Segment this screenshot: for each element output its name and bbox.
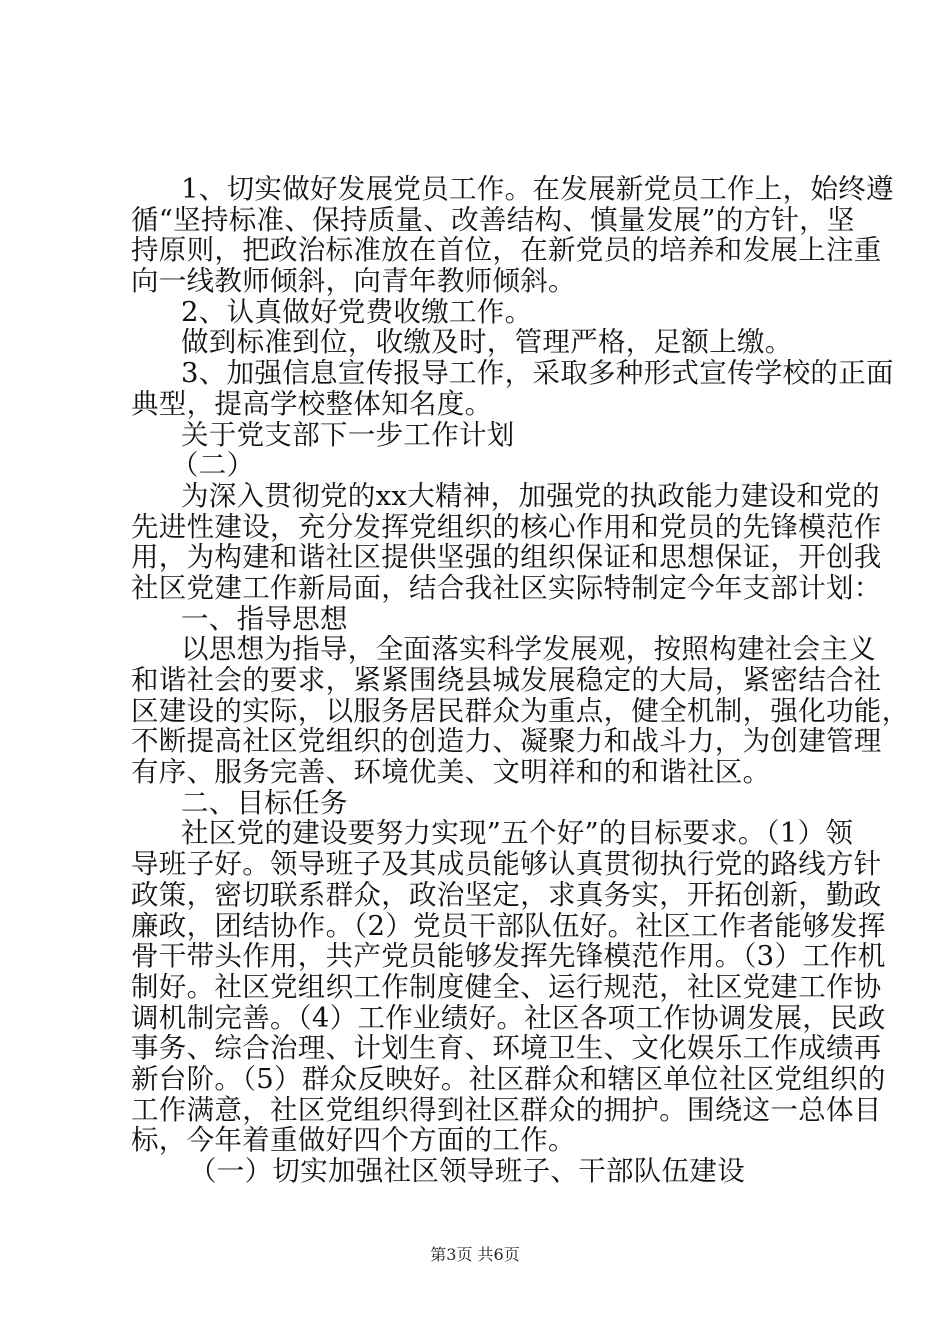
section-heading: （一）切实加强社区领导班子、干部队伍建设 [189, 1155, 745, 1187]
paragraph-line: 社区党建工作新局面，结合我社区实际特制定今年支部计划： [131, 571, 882, 604]
section-heading: 关于党支部下一步工作计划 [181, 418, 515, 451]
paragraph-line: 不断提高社区党组织的创造力、凝聚力和战斗力，为创建管理 [131, 725, 882, 758]
paragraph-line: 以思想为指导，全面落实科学发展观，按照构建社会主义 [181, 633, 876, 666]
section-number: （二） [171, 449, 255, 482]
paragraph-line: 制好。社区党组织工作制度健全、运行规范，社区党建工作协 [131, 970, 882, 1003]
paragraph-line: 2、认真做好党费收缴工作。 [181, 295, 533, 328]
paragraph-line: 典型，提高学校整体知名度。 [131, 387, 493, 420]
paragraph-line: 骨干带头作用，共产党员能够发挥先锋模范作用。（3）工作机 [131, 940, 886, 973]
paragraph-line: 先进性建设，充分发挥党组织的核心作用和党员的先锋模范作 [131, 510, 882, 543]
paragraph-line: 事务、综合治理、计划生育、环境卫生、文化娱乐工作成绩再 [131, 1032, 882, 1065]
paragraph-line: 循“坚持标准、保持质量、改善结构、慎量发展”的方针，坚 [131, 203, 855, 236]
paragraph-line: 工作满意，社区党组织得到社区群众的拥护。围绕这一总体目 [131, 1093, 882, 1126]
paragraph-line: 新台阶。（5）群众反映好。社区群众和辖区单位社区党组织的 [131, 1062, 886, 1095]
paragraph-line: 和谐社会的要求，紧紧围绕县城发展稳定的大局，紧密结合社 [131, 664, 882, 696]
section-heading: 二、目标任务 [181, 786, 348, 819]
section-heading: 一、指导思想 [181, 602, 348, 635]
paragraph-line: 廉政，团结协作。（2）党员干部队伍好。社区工作者能够发挥 [131, 909, 886, 942]
paragraph-line: 区建设的实际，以服务居民群众为重点，健全机制，强化功能， [131, 694, 910, 727]
paragraph-line: 调机制完善。（4）工作业绩好。社区各项工作协调发展，民政 [131, 1001, 886, 1034]
paragraph-line: 标，今年着重做好四个方面的工作。 [131, 1124, 576, 1157]
paragraph-line: 用，为构建和谐社区提供坚强的组织保证和思想保证，开创我 [131, 541, 882, 574]
page-footer [0, 1245, 950, 1265]
paragraph-line: 持原则，把政治标准放在首位，在新党员的培养和发展上注重 [131, 234, 882, 267]
document-body [131, 173, 910, 1187]
paragraph-line: 3、加强信息宣传报导工作，采取多种形式宣传学校的正面 [181, 357, 894, 390]
paragraph-line: 1、切实做好发展党员工作。在发展新党员工作上，始终遵 [181, 173, 894, 205]
paragraph-line: 导班子好。领导班子及其成员能够认真贯彻执行党的路线方针 [131, 848, 882, 881]
paragraph-line: 为深入贯彻党的xx大精神，加强党的执政能力建设和党的 [181, 479, 880, 512]
paragraph-line: 向一线教师倾斜，向青年教师倾斜。 [131, 265, 576, 298]
paragraph-line: 做到标准到位，收缴及时，管理严格，足额上缴。 [181, 326, 793, 359]
paragraph-line: 政策，密切联系群众，政治坚定，求真务实，开拓创新，勤政 [131, 878, 882, 911]
paragraph-line: 社区党的建设要努力实现”五个好”的目标要求。（1）领 [181, 817, 854, 850]
page-number: 第3页 共6页 [430, 1245, 520, 1264]
paragraph-line: 有序、服务完善、环境优美、文明祥和的和谐社区。 [131, 756, 771, 789]
